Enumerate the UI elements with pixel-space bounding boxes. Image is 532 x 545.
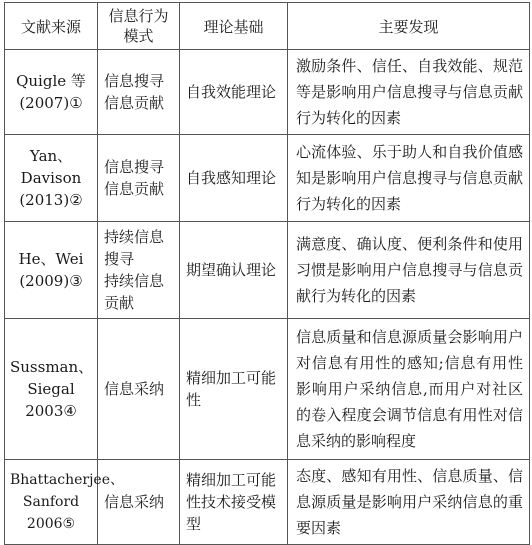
behavior-line: 持续信息	[104, 272, 165, 290]
behavior-cell	[98, 319, 180, 460]
theory-cell: 自我感知理论	[180, 135, 288, 222]
behavior-line: 贡献	[104, 294, 135, 312]
behavior-line: 搜寻	[104, 250, 135, 268]
source-line: Yan、	[29, 147, 73, 165]
source-cell	[5, 222, 98, 319]
table-row	[5, 460, 530, 545]
source-cell	[5, 319, 98, 460]
source-line: He、Wei	[18, 250, 84, 268]
table-row	[5, 222, 530, 319]
source-line: Siegal 2003④	[25, 380, 77, 420]
table-row	[5, 319, 530, 460]
source-cell	[5, 50, 98, 135]
source-line: (2013)②	[19, 191, 83, 209]
behavior-cell	[98, 222, 180, 319]
literature-table	[4, 2, 530, 545]
table-row	[5, 50, 530, 135]
source-line: (2009)③	[19, 272, 83, 290]
source-line: Bhattacherjee、	[10, 472, 124, 488]
theory-cell: 精细加工可能性技术接受模型	[180, 460, 288, 545]
source-line: Quigle 等	[16, 72, 86, 90]
header-behavior	[98, 3, 180, 50]
behavior-cell	[98, 50, 180, 135]
finding-cell: 态度、感知有用性、信息质量、信息源质量是影响用户采纳信息的重要因素	[288, 460, 530, 545]
theory-cell: 自我效能理论	[180, 50, 288, 135]
source-line: Sanford	[22, 494, 80, 510]
table-row	[5, 135, 530, 222]
header-source: 文献来源	[5, 3, 98, 50]
source-line: 2006⑤	[26, 516, 76, 532]
behavior-line: 信息贡献	[104, 94, 165, 112]
behavior-line: 信息采纳	[104, 380, 165, 398]
theory-cell: 精细加工可能性	[180, 319, 288, 460]
source-line: Sussman、	[10, 358, 94, 376]
source-line: (2007)①	[19, 94, 83, 112]
header-theory: 理论基础	[180, 3, 288, 50]
table-header-row	[5, 3, 530, 50]
behavior-line: 持续信息	[104, 228, 165, 246]
behavior-line: 信息采纳	[104, 493, 165, 511]
source-cell	[5, 460, 124, 545]
header-finding: 主要发现	[288, 3, 530, 50]
theory-cell: 期望确认理论	[180, 222, 288, 319]
behavior-line: 信息搜寻	[104, 158, 165, 176]
finding-cell: 心流体验、乐于助人和自我价值感知是影响用户信息搜寻与信息贡献行为转化的因素	[288, 135, 530, 222]
behavior-line: 信息搜寻	[104, 72, 165, 90]
behavior-cell	[98, 135, 180, 222]
source-line: Davison	[20, 169, 82, 187]
behavior-line: 信息贡献	[104, 180, 165, 198]
finding-cell: 满意度、确认度、便利条件和使用习惯是影响用户信息搜寻与信息贡献行为转化的因素	[288, 222, 530, 319]
finding-cell: 信息质量和信息源质量会影响用户对信息有用性的感知;信息有用性影响用户采纳信息,而用户对社区的卷入程度会调节信息有用性对信息采纳的影响程度	[288, 319, 530, 460]
finding-cell: 激励条件、信任、自我效能、规范等是影响用户信息搜寻与信息贡献行为转化的因素	[288, 50, 530, 135]
source-cell	[5, 135, 98, 222]
header-behavior-text: 信息行为模式	[108, 7, 169, 45]
